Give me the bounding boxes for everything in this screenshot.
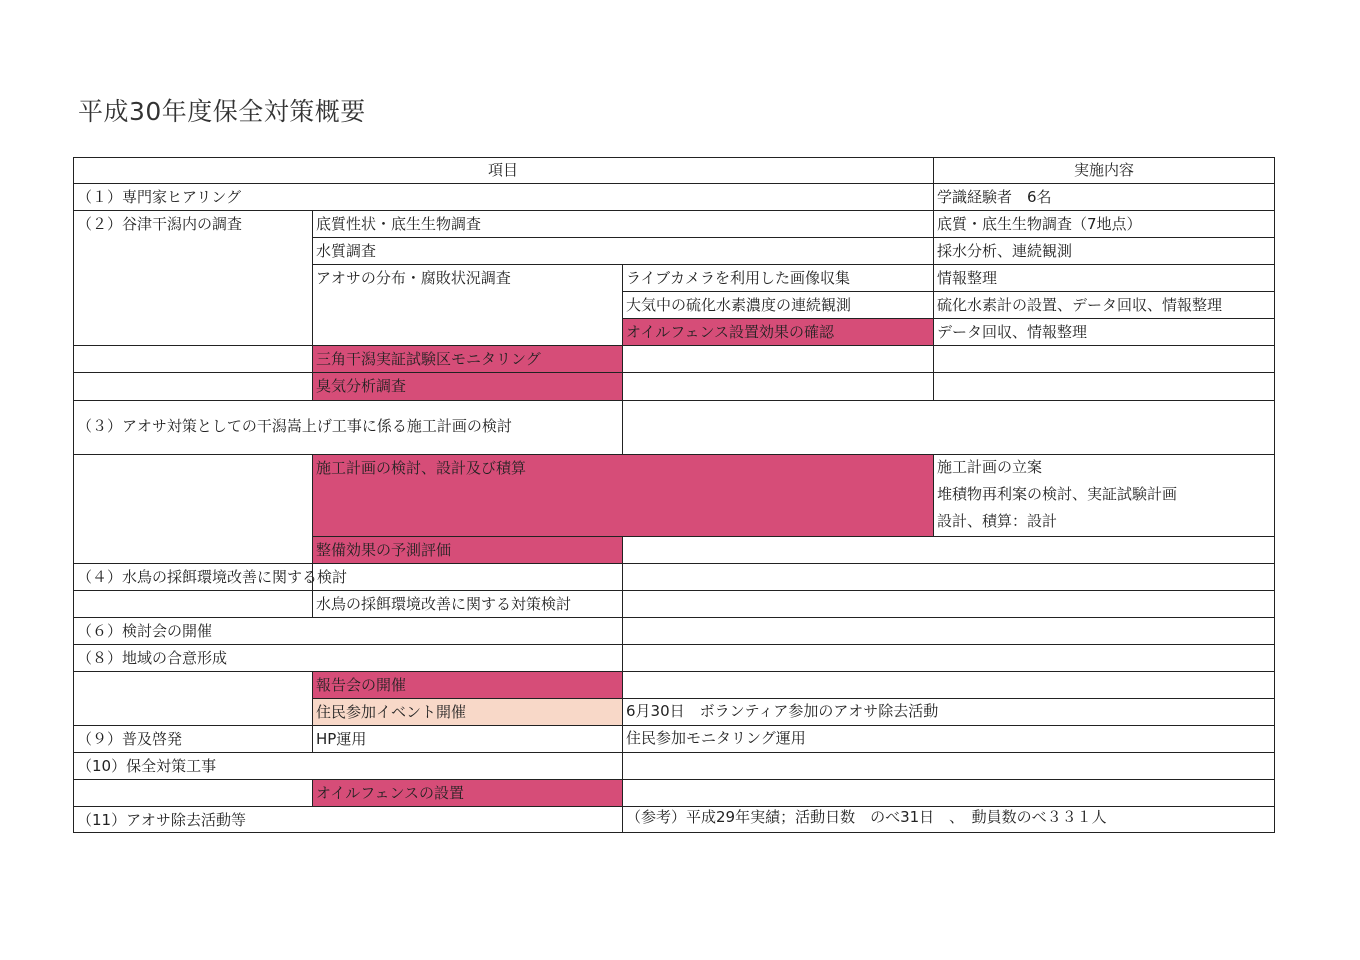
row-10-sub1: オイルフェンスの設置: [316, 784, 465, 802]
row-2-sub4: 三角干潟実証試験区モニタリング: [316, 350, 541, 368]
row-2-sub3b: 大気中の硫化水素濃度の連続観測: [626, 296, 852, 314]
row-3-sub1: 施工計画の検討、設計及び積算: [316, 459, 527, 477]
row-divider: [73, 345, 1275, 346]
row-8-item: （８）地域の合意形成: [77, 649, 228, 667]
row-2-sub1-content: 底質・底生生物調査（7地点）: [937, 215, 1142, 233]
row-2-sub3c-content: データ回収、情報整理: [937, 323, 1088, 341]
row-11-item: （11）アオサ除去活動等: [77, 811, 246, 829]
row-9-sub1: HP運用: [316, 730, 367, 748]
row-divider: [73, 400, 1275, 401]
header-content: 実施内容: [1073, 161, 1134, 179]
row-divider: [73, 779, 1275, 780]
row-11-content: （参考）平成29年実績；活動日数 のべ31日 、 動員数のべ３３１人: [626, 808, 1107, 826]
row-divider: [73, 671, 1275, 672]
header-item: 項目: [487, 161, 518, 179]
row-3-sub1-content-2: 堆積物再利案の検討、実証試験計画: [937, 485, 1178, 503]
row-1-content: 学識経験者 6名: [937, 188, 1052, 206]
row-2-sub3b-content: 硫化水素計の設置、データ回収、情報整理: [937, 296, 1223, 314]
row-4-sub1: 水鳥の採餌環境改善に関する対策検討: [316, 595, 572, 613]
row-6-item: （６）検討会の開催: [77, 622, 213, 640]
row-2-sub5: 臭気分析調査: [316, 377, 407, 395]
row-divider: [73, 372, 1275, 373]
row-2-item: （２）谷津干潟内の調査: [77, 215, 243, 233]
row-3-sub1-content-1: 施工計画の立案: [937, 458, 1043, 476]
row-1-item: （１）専門家ヒアリング: [77, 188, 242, 206]
row-2-sub2-content: 採水分析、連続観測: [937, 242, 1073, 260]
row-2-sub3c: オイルフェンス設置効果の確認: [626, 323, 835, 341]
row-2-sub2: 水質調査: [316, 242, 377, 260]
row-2-sub3a-content: 情報整理: [937, 269, 998, 287]
row-9-sub1-content: 住民参加モニタリング運用: [626, 729, 806, 747]
row-3-sub1-content-3: 設計、積算：設計: [937, 512, 1058, 530]
col-divider: [622, 400, 623, 454]
row-2-sub3: アオサの分布・腐敗状況調査: [316, 269, 511, 287]
row-8-sub1: 報告会の開催: [316, 676, 407, 694]
col-divider: [622, 536, 623, 833]
row-2-sub1: 底質性状・底生生物調査: [316, 215, 482, 233]
row-8-sub2: 住民参加イベント開催: [316, 703, 467, 721]
row-2-sub3a: ライブカメラを利用した画像収集: [626, 269, 850, 287]
row-8-sub2-content: 6月30日 ボランティア参加のアオサ除去活動: [626, 702, 939, 720]
row-divider: [73, 590, 1275, 591]
row-4-item: （４）水鳥の採餌環境改善に関する検討: [77, 568, 348, 586]
row-3-item: （３）アオサ対策としての干潟嵩上げ工事に係る施工計画の検討: [77, 417, 512, 435]
page-title: 平成30年度保全対策概要: [78, 97, 366, 126]
row-3-sub2: 整備効果の予測評価: [316, 541, 452, 559]
row-9-item: （９）普及啓発: [77, 730, 183, 748]
row-10-item: （10）保全対策工事: [77, 757, 217, 775]
